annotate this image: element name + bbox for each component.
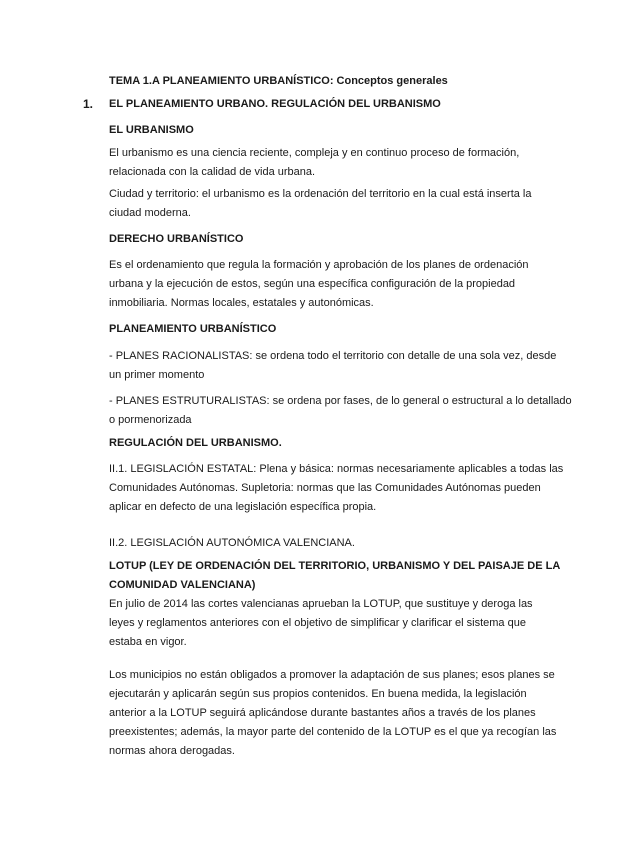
text-line: leyes y reglamentos anteriores con el objetivo de simplificar y clarificar el sistema que (109, 617, 526, 629)
document-title: TEMA 1.A PLANEAMIENTO URBANÍSTICO: Conceptos generales (109, 75, 448, 87)
text-line: urbana y la ejecución de estos, según una específica configuración de la propiedad (109, 278, 516, 290)
text-line: Es el ordenamiento que regula la formación y aprobación de los planes de ordenación (109, 259, 529, 271)
heading-lotup (109, 557, 585, 595)
text-line: estaba en vigor. (109, 636, 187, 648)
paragraph-lotup-1 (109, 595, 585, 652)
text-line: o pormenorizada (109, 414, 192, 426)
paragraph-planes-racionalistas (109, 347, 585, 385)
heading-derecho: DERECHO URBANÍSTICO (109, 233, 244, 245)
section-number: 1. (83, 97, 94, 111)
text-line: preexistentes; además, la mayor parte del contenido de la LOTUP es el que ya recogían las (109, 726, 557, 738)
paragraph-legislacion-estatal (109, 460, 585, 517)
paragraph-planes-estruturalistas (109, 392, 585, 430)
text-line: Ciudad y territorio: el urbanismo es la ordenación del territorio en la cual está inserta la (109, 188, 532, 200)
heading-urbanismo: EL URBANISMO (109, 124, 194, 136)
text-line: Los municipios no están obligados a promover la adaptación de sus planes; esos planes se (109, 669, 555, 681)
text-line: Comunidades Autónomas. Supletoria: normas que las Comunidades Autónomas pueden (109, 482, 541, 494)
paragraph-urbanismo-1 (109, 144, 585, 182)
text-line: ejecutarán y aplicarán según sus propios contenidos. En buena medida, la legislación (109, 688, 527, 700)
section-title: EL PLANEAMIENTO URBANO. REGULACIÓN DEL URBANISMO (109, 98, 441, 110)
paragraph-lotup-2 (109, 666, 585, 761)
text-line: COMUNIDAD VALENCIANA) (109, 579, 256, 591)
heading-planeamiento: PLANEAMIENTO URBANÍSTICO (109, 323, 277, 335)
text-line: En julio de 2014 las cortes valencianas aprueban la LOTUP, que sustituye y deroga las (109, 598, 533, 610)
text-line: - PLANES RACIONALISTAS: se ordena todo el territorio con detalle de una sola vez, desde (109, 350, 557, 362)
text-line: II.1. LEGISLACIÓN ESTATAL: Plena y básica: normas necesariamente aplicables a todas las (109, 463, 564, 475)
text-line: ciudad moderna. (109, 207, 191, 219)
heading-regulacion: REGULACIÓN DEL URBANISMO. (109, 437, 282, 449)
text-line: aplicar en defecto de una legislación específica propia. (109, 501, 377, 513)
text-line: El urbanismo es una ciencia reciente, compleja y en continuo proceso de formación, (109, 147, 520, 159)
paragraph-urbanismo-2 (109, 185, 585, 223)
text-line: anterior a la LOTUP seguirá aplicándose durante bastantes años a través de los planes (109, 707, 536, 719)
text-line: - PLANES ESTRUTURALISTAS: se ordena por fases, de lo general o estructural a lo detallado (109, 395, 572, 407)
text-line: relacionada con la calidad de vida urbana. (109, 166, 316, 178)
text-line: normas ahora derogadas. (109, 745, 235, 757)
text-line: LOTUP (LEY DE ORDENACIÓN DEL TERRITORIO, URBANISMO Y DEL PAISAJE DE LA (109, 560, 561, 572)
text-line: un primer momento (109, 369, 205, 381)
paragraph-derecho (109, 256, 585, 313)
paragraph-legislacion-autonomica: II.2. LEGISLACIÓN AUTONÓMICA VALENCIANA. (109, 537, 355, 549)
text-line: inmobiliaria. Normas locales, estatales y autonómicas. (109, 297, 374, 309)
